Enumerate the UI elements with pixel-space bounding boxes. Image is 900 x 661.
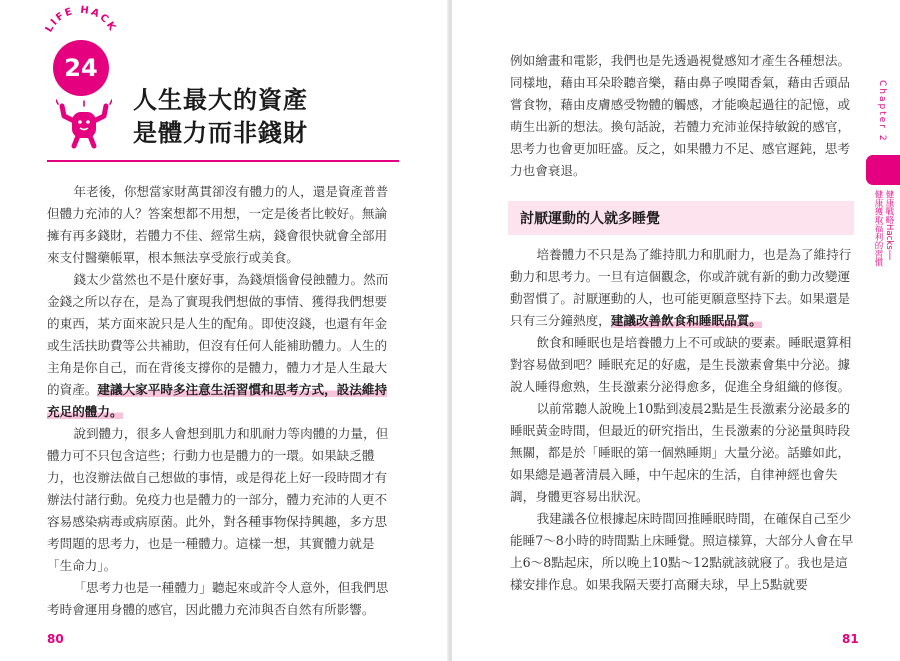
section-heading [508,201,854,235]
page-title [133,84,308,150]
paragraph: 錢太少當然也不是什麼好事，為錢煩惱會侵蝕體力。然而金錢之所以存在，是為了實現我們想做的事情、獲得我們想要的東西，某方面來說只是人生的配角。即使沒錢，也還有年金或生活扶助費等公共補助，但沒有任何人能補助體力。人生的主角是你自己，而在背後支撐你的是體力，體力才是人生最大的資產。建議大家平時多注意生活習慣和思考方式，設法維持充足的體力。 [47,272,389,419]
highlighted-text: 建議大家平時多注意生活習慣和思考方式，設法維持充足的體力。 [47,382,388,419]
section-heading-text: 討厭運動的人就多睡覺 [520,211,660,227]
hack-number: 24 [64,54,98,82]
title-line-2: 是體力而非錢財 [133,119,308,147]
left-page [0,0,449,661]
title-line-1: 人生最大的資產 [133,86,308,114]
paragraph: 年老後，你想當家財萬貫卻沒有體力的人，還是資產普普但體力充沛的人？答案想都不用想，一定是後者比較好。無論擁有再多錢財，若體力不佳、經常生病，錢會很快就會全部用來支付醫藥帳單，根本無法享受旅行或美食。 [47,184,389,265]
chapter-label: Chapter 2 [877,80,887,143]
flexing-figure-icon [56,98,112,150]
highlighted-text: 建議改善飲食和睡眠品質。 [610,313,762,328]
paragraph: 飲食和睡眠也是培養體力上不可或缺的要素。睡眠還算相對容易做到吧？睡眠充足的好處，是生長激素會集中分泌。據說人睡得愈熟，生長激素分泌得愈多，促進全身組織的修復。 [510,335,852,394]
right-body-main [510,244,856,596]
paragraph: 我建議各位根據起床時間回推睡眠時間，在確保自己至少能睡7～8小時的時間點上床睡覺。照這樣算，大部分人會在早上6～8點起床，所以晚上10點～12點就該就寢了。我也是這樣安排作息。如果我隔天要打高爾夫球，早上5點就要 [510,511,854,592]
running-header-line-2: 健康獲取福利的習慣 [873,190,883,267]
running-header [872,190,894,267]
paragraph: 例如繪畫和電影，我們也是先透過視覺感知才產生各種想法。同樣地，藉由耳朵聆聽音樂，藉由鼻子嗅聞香氣，藉由舌頭品嘗食物，藉由皮膚感受物體的觸感，才能喚起過往的記憶，或萌生出新的想法。換句話說，若體力充沛並保持敏銳的感官，思考力也會更加旺盛。反之，如果體力不足、感官遲鈍，思考力也會衰退。 [510,53,851,178]
hack-number-badge [53,40,109,96]
paragraph: 培養體力不只是為了維持肌力和肌耐力，也是為了維持行動力和思考力。一旦有這個觀念，你或許就有新的動力改變運動習慣了。討厭運動的人，也可能更願意堅持下去。如果還是只有三分鐘熱度，建議改善飲食和睡眠品質。 [510,247,852,328]
left-body-text [47,181,399,621]
paragraph: 以前常聽人說晚上10點到凌晨2點是生長激素分泌最多的睡眠黃金時間，但最近的研究指出，生長激素的分泌量與時段無關，都是於「睡眠的第一個熟睡期」大量分泌。話雖如此，如果總是過著清晨入睡，中午起床的生活，自律神經也會失調，身體更容易出狀況。 [510,401,851,504]
running-header-line-1: 健康戰略Hacks── [884,190,894,260]
page-number-right: 81 [842,632,859,646]
paragraph: 「思考力也是一種體力」聽起來或許令人意外，但我們思考時會運用身體的感官，因此體力充沛與否自然有所影響。 [47,580,389,617]
title-divider [47,160,399,162]
right-body-top [510,50,856,182]
svg-text:LIFE HACK: LIFE HACK [43,4,119,35]
paragraph: 說到體力，很多人會想到肌力和肌耐力等肉體的力量，但體力可不只包含這些；行動力也是體力的一環。如果缺乏體力，也沒辦法做自己想做的事情，或是得花上好一段時間才有辦法付諸行動。免疫力也是體力的一部分，體力充沛的人更不容易感染病毒或病原菌。此外，對各種事物保持興趣，多方思考問題的思考力，也是一種體力。這樣一想，其實體力就是「生命力」。 [47,426,389,573]
chapter-side-tab [866,155,900,185]
page-number-left: 80 [47,632,64,646]
